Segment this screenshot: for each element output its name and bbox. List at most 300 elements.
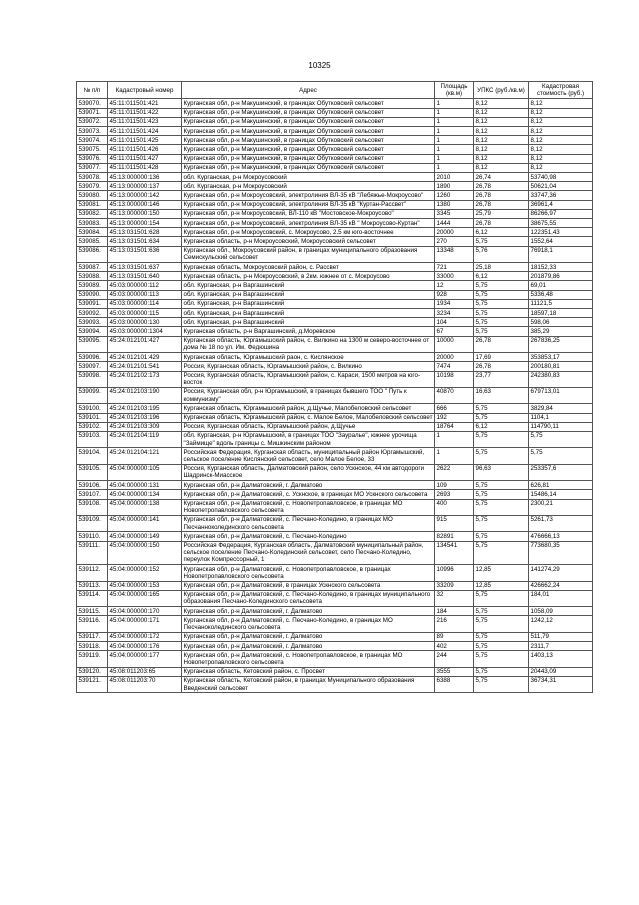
- cell-upks: 6,12: [474, 228, 529, 237]
- cell-upks: 8,12: [474, 154, 529, 163]
- cell-area: 104: [435, 318, 474, 327]
- cell-index: 539121.: [77, 676, 108, 692]
- table-body: [77, 99, 593, 693]
- cell-area: 1934: [435, 299, 474, 308]
- cell-address: обл. Курганская, р-н Варгашинский: [182, 290, 435, 299]
- cell-upks: 5,75: [474, 309, 529, 318]
- cell-index: 539120.: [77, 667, 108, 676]
- cell-index: 539106.: [77, 481, 108, 490]
- cell-index: 539078.: [77, 173, 108, 182]
- cell-index: 539095.: [77, 336, 108, 352]
- cell-cadastral-value: 5261,73: [529, 515, 593, 531]
- cell-index: 539109.: [77, 515, 108, 531]
- cell-area: 216: [435, 616, 474, 632]
- cell-cadastral-number: 45:08:011203:70: [108, 676, 182, 692]
- table-row: [77, 632, 593, 641]
- header-cadastral-value: Кадастровая стоимость (руб.): [529, 82, 593, 99]
- cell-address: Россия, Курганская область, Юргамышский район, с. Караси, 1500 метров на юго-восток: [182, 371, 435, 387]
- cell-area: 1: [435, 136, 474, 145]
- cell-index: 539102.: [77, 422, 108, 431]
- cell-cadastral-value: 2300,21: [529, 499, 593, 515]
- cell-address: Курганская область, Кетовский район, в границах Муниципального образования Введенский сельсовет: [182, 676, 435, 692]
- cell-upks: 8,12: [474, 127, 529, 136]
- cell-upks: 5,75: [474, 431, 529, 447]
- cell-cadastral-value: 8,12: [529, 99, 593, 108]
- cell-area: 270: [435, 237, 474, 246]
- cell-index: 539073.: [77, 127, 108, 136]
- table-row: [77, 371, 593, 387]
- cell-upks: 26,74: [474, 173, 529, 182]
- cell-index: 539082.: [77, 209, 108, 218]
- cell-upks: 5,75: [474, 632, 529, 641]
- table-row: [77, 541, 593, 565]
- cell-address: Россия, Курганская область, Юргамышский район, с. Вилкино: [182, 362, 435, 371]
- cell-cadastral-number: 45:13:000000:154: [108, 219, 182, 228]
- cell-index: 539107.: [77, 490, 108, 499]
- cell-address: обл. Курганская, р-н Мокроусовский: [182, 182, 435, 191]
- cell-cadastral-value: 38675,55: [529, 219, 593, 228]
- cell-cadastral-number: 45:11:011501:428: [108, 163, 182, 172]
- cell-cadastral-number: 45:04:000000:131: [108, 481, 182, 490]
- cell-area: 1444: [435, 219, 474, 228]
- cell-area: 20000: [435, 228, 474, 237]
- cell-upks: 6,12: [474, 272, 529, 281]
- cell-cadastral-value: 242380,83: [529, 371, 593, 387]
- cell-area: 33000: [435, 272, 474, 281]
- cell-index: 539104.: [77, 448, 108, 464]
- cell-cadastral-value: 8,12: [529, 145, 593, 154]
- cell-cadastral-number: 45:04:000000:134: [108, 490, 182, 499]
- cell-cadastral-value: 476666,13: [529, 532, 593, 541]
- header-cadastral-number: Кадастровый номер: [108, 82, 182, 99]
- cadastral-table: [76, 81, 593, 693]
- cell-area: 721: [435, 263, 474, 272]
- cell-cadastral-value: 200180,81: [529, 362, 593, 371]
- cell-address: Курганская область, Юргамышский район, с. Вилкино на 1300 м северо-восточнее от дома № 18 по ул. Им. Федюшина: [182, 336, 435, 352]
- cell-cadastral-value: 50621,04: [529, 182, 593, 191]
- cell-upks: 5,75: [474, 413, 529, 422]
- table-row: [77, 281, 593, 290]
- cell-cadastral-number: 45:13:000000:142: [108, 191, 182, 200]
- cell-address: Курганская обл, р-н Макушинский, в границах Обутковский сельсовет: [182, 136, 435, 145]
- cell-address: Курганская обл, р-н Макушинский, в границах Обутковский сельсовет: [182, 163, 435, 172]
- cell-cadastral-number: 45:11:011501:427: [108, 154, 182, 163]
- cell-cadastral-value: 1403,13: [529, 651, 593, 667]
- cell-cadastral-number: 45:13:000000:136: [108, 173, 182, 182]
- cell-upks: 5,75: [474, 404, 529, 413]
- table-row: [77, 431, 593, 447]
- cell-area: 244: [435, 651, 474, 667]
- cell-cadastral-value: 114790,11: [529, 422, 593, 431]
- cell-upks: 5,75: [474, 590, 529, 606]
- cell-cadastral-number: 45:03:000000:112: [108, 281, 182, 290]
- cell-cadastral-number: 45:24:012103:195: [108, 404, 182, 413]
- cell-index: 539074.: [77, 136, 108, 145]
- table-row: [77, 642, 593, 651]
- cell-cadastral-value: 8,12: [529, 163, 593, 172]
- cell-address: Курганская область, р-н Варгашинский, д.Моревское: [182, 327, 435, 336]
- cell-upks: 8,12: [474, 99, 529, 108]
- table-row: [77, 336, 593, 352]
- cell-address: Курганская обл, р-н Далматовский, с. Новопетропавловское, в границах Новопетропавловского сельсовета: [182, 565, 435, 581]
- cell-cadastral-value: 3829,84: [529, 404, 593, 413]
- cell-cadastral-value: 1104,1: [529, 413, 593, 422]
- cell-cadastral-number: 45:04:000000:176: [108, 642, 182, 651]
- cell-address: Курганская область, Юргамышский раон, с. Кислянское: [182, 353, 435, 362]
- cell-index: 539090.: [77, 290, 108, 299]
- cell-index: 539091.: [77, 299, 108, 308]
- cell-cadastral-number: 45:13:000000:137: [108, 182, 182, 191]
- table-row: [77, 616, 593, 632]
- cell-address: Курганская обл, р-н Далматовский, с. Песчано-Коледино: [182, 532, 435, 541]
- cell-upks: 5,75: [474, 448, 529, 464]
- cell-area: 666: [435, 404, 474, 413]
- header-upks: УПКС (руб./кв.м): [474, 82, 529, 99]
- cell-upks: 5,75: [474, 607, 529, 616]
- cell-area: 915: [435, 515, 474, 531]
- cell-area: 1260: [435, 191, 474, 200]
- cell-cadastral-value: 18152,33: [529, 263, 593, 272]
- cell-cadastral-value: 426662,24: [529, 581, 593, 590]
- table-row: [77, 515, 593, 531]
- cell-index: 539086.: [77, 246, 108, 262]
- cell-address: Курганская обл, р-н Далматовский, г. Далматово: [182, 642, 435, 651]
- cell-upks: 5,75: [474, 318, 529, 327]
- cell-upks: 5,75: [474, 541, 529, 565]
- cell-cadastral-number: 45:03:000000:1304: [108, 327, 182, 336]
- cell-index: 539085.: [77, 237, 108, 246]
- cell-index: 539070.: [77, 99, 108, 108]
- cell-cadastral-number: 45:13:000000:150: [108, 209, 182, 218]
- cell-upks: 5,75: [474, 616, 529, 632]
- cell-cadastral-value: 8,12: [529, 127, 593, 136]
- cell-cadastral-value: 11121,5: [529, 299, 593, 308]
- cell-cadastral-value: 8,12: [529, 136, 593, 145]
- cell-cadastral-value: 385,29: [529, 327, 593, 336]
- cell-cadastral-value: 141274,29: [529, 565, 593, 581]
- cell-index: 539076.: [77, 154, 108, 163]
- table-row: [77, 387, 593, 403]
- cell-index: 539119.: [77, 651, 108, 667]
- cell-index: 539097.: [77, 362, 108, 371]
- cell-cadastral-number: 45:11:011501:425: [108, 136, 182, 145]
- cell-address: Курганская обл, р-н Мокроусовский, электролиния ВЛ-35 кВ "Лебяжье-Мокроусово": [182, 191, 435, 200]
- table-row: [77, 117, 593, 126]
- cell-cadastral-number: 45:04:000000:165: [108, 590, 182, 606]
- cell-address: Курганская обл, р-н Далматовский, в границах Ускнского сельсовета: [182, 581, 435, 590]
- cell-cadastral-number: 45:03:000000:113: [108, 290, 182, 299]
- table-row: [77, 263, 593, 272]
- cell-upks: 8,12: [474, 108, 529, 117]
- cell-cadastral-number: 45:03:000000:114: [108, 299, 182, 308]
- cell-cadastral-number: 45:11:011501:426: [108, 145, 182, 154]
- table-row: [77, 290, 593, 299]
- cell-upks: 25,79: [474, 209, 529, 218]
- cell-index: 539071.: [77, 108, 108, 117]
- cell-address: обл. Курганская, р-н Мокроусовский: [182, 173, 435, 182]
- cell-area: 13348: [435, 246, 474, 262]
- cell-cadastral-value: 8,12: [529, 108, 593, 117]
- cell-address: обл. Курганская, р-н Варгашинский: [182, 281, 435, 290]
- cell-upks: 8,12: [474, 136, 529, 145]
- cell-upks: 26,78: [474, 336, 529, 352]
- cell-address: Курганская обл, р-н Далматовский, с. Новопетропавловское, в границах МО Новопетропавловского сельсовета: [182, 499, 435, 515]
- cell-cadastral-value: 1552,64: [529, 237, 593, 246]
- cell-cadastral-number: 45:03:000000:115: [108, 309, 182, 318]
- cell-upks: 6,12: [474, 422, 529, 431]
- cell-area: 10996: [435, 565, 474, 581]
- cell-cadastral-number: 45:24:012101:429: [108, 353, 182, 362]
- cell-address: Курганская обл, р-н Мокроусовский, с. Мокроусово, 2.5 км юго-восточнее: [182, 228, 435, 237]
- cell-index: 539118.: [77, 642, 108, 651]
- cell-upks: 26,78: [474, 182, 529, 191]
- cell-address: Курганская обл, р-н Далматовский, г. Далматово: [182, 607, 435, 616]
- header-index: № п/п: [77, 82, 108, 99]
- cell-cadastral-value: 36734,31: [529, 676, 593, 692]
- cell-address: обл. Курганская, р-н Варгашинский: [182, 318, 435, 327]
- table-row: [77, 191, 593, 200]
- cell-cadastral-value: 8,12: [529, 154, 593, 163]
- cell-cadastral-value: 18597,18: [529, 309, 593, 318]
- table-row: [77, 127, 593, 136]
- table-row: [77, 481, 593, 490]
- cell-cadastral-value: 5,75: [529, 431, 593, 447]
- cell-cadastral-number: 45:24:012103:196: [108, 413, 182, 422]
- cell-cadastral-number: 45:11:011501:421: [108, 99, 182, 108]
- cell-upks: 8,12: [474, 145, 529, 154]
- table-row: [77, 163, 593, 172]
- table-row: [77, 499, 593, 515]
- cell-cadastral-number: 45:24:012104:121: [108, 448, 182, 464]
- table-row: [77, 404, 593, 413]
- cell-upks: 5,75: [474, 676, 529, 692]
- cell-cadastral-number: 45:13:031501:637: [108, 263, 182, 272]
- page-number: 10325: [308, 61, 331, 70]
- header-area: Площадь (кв.м): [435, 82, 474, 99]
- cell-index: 539099.: [77, 387, 108, 403]
- table-row: [77, 182, 593, 191]
- table-row: [77, 490, 593, 499]
- cell-cadastral-number: 45:04:000000:150: [108, 541, 182, 565]
- table-row: [77, 422, 593, 431]
- cell-index: 539083.: [77, 219, 108, 228]
- cell-area: 10198: [435, 371, 474, 387]
- cell-area: 2622: [435, 464, 474, 480]
- table-row: [77, 246, 593, 262]
- cell-address: Курганская область, Мокроусовский район, с. Рассвет: [182, 263, 435, 272]
- cell-cadastral-value: 1242,12: [529, 616, 593, 632]
- table-row: [77, 309, 593, 318]
- cell-cadastral-value: 33747,36: [529, 191, 593, 200]
- cell-cadastral-value: 122351,43: [529, 228, 593, 237]
- cell-address: Курганская обл, р-н Макушинский, в границах Обутковский сельсовет: [182, 154, 435, 163]
- cell-index: 539075.: [77, 145, 108, 154]
- cell-upks: 5,75: [474, 667, 529, 676]
- cell-cadastral-value: 86266,97: [529, 209, 593, 218]
- cell-cadastral-number: 45:13:031501:636: [108, 246, 182, 262]
- table-row: [77, 607, 593, 616]
- cell-index: 539098.: [77, 371, 108, 387]
- cell-address: Курганская обл, р-н Далматовский, г. Далматово: [182, 481, 435, 490]
- cell-area: 192: [435, 413, 474, 422]
- cell-cadastral-value: 598,06: [529, 318, 593, 327]
- cell-index: 539088.: [77, 272, 108, 281]
- cell-address: Курганская обл, р-н Далматовский, с. Песчано-Коледино, в границах МО Песчаноколединского сельсовета: [182, 616, 435, 632]
- cell-area: 134541: [435, 541, 474, 565]
- cell-cadastral-number: 45:24:012101:427: [108, 336, 182, 352]
- cell-cadastral-number: 45:04:000000:170: [108, 607, 182, 616]
- cell-upks: 25,18: [474, 263, 529, 272]
- cell-cadastral-value: 201879,86: [529, 272, 593, 281]
- cell-index: 539110.: [77, 532, 108, 541]
- cell-upks: 23,77: [474, 371, 529, 387]
- cell-area: 1: [435, 431, 474, 447]
- table-row: [77, 173, 593, 182]
- cell-cadastral-number: 45:04:000000:171: [108, 616, 182, 632]
- cell-cadastral-number: 45:04:000000:138: [108, 499, 182, 515]
- cell-area: 3555: [435, 667, 474, 676]
- cell-cadastral-number: 45:04:000000:149: [108, 532, 182, 541]
- table-row: [77, 590, 593, 606]
- cell-address: Россия, Курганская область, Далматовский район, село Ускнское, 44 км автодороги Шадринск-Миасское: [182, 464, 435, 480]
- cell-address: Курганская обл, р-н Далматовский, с. Песчано-Коледино, в границах МО Песчанноколединского сельсовета: [182, 515, 435, 531]
- cell-address: Российская Федерация, Курганская область, Далматовский муниципальный район, сельское поселение Песчано-Колединский сельсовет, село Песчано-Коледино, переулок Компрессорный, 1: [182, 541, 435, 565]
- cell-upks: 26,78: [474, 191, 529, 200]
- cell-index: 539101.: [77, 413, 108, 422]
- cell-index: 539094.: [77, 327, 108, 336]
- cell-address: Курганская обл, р-н Далматовский, с. Ускнское, в границах МО Ускнского сельсовета: [182, 490, 435, 499]
- table-row: [77, 318, 593, 327]
- cell-cadastral-value: 5,75: [529, 448, 593, 464]
- cell-area: 1: [435, 145, 474, 154]
- cell-address: Российская Федерация, Курганская область, муниципальный район Юргамышский, сельское поселение Кислянский сельсовет, село Малое Белое, 33: [182, 448, 435, 464]
- cell-cadastral-number: 45:04:000000:177: [108, 651, 182, 667]
- cell-address: обл. Курганская, р-н Варгашинский: [182, 309, 435, 318]
- table-row: [77, 464, 593, 480]
- cell-area: 1: [435, 108, 474, 117]
- cell-address: Курганская обл, р-н Макушинский, в границах Обутковский сельсовет: [182, 145, 435, 154]
- table-header-row: [77, 82, 593, 99]
- cell-index: 539092.: [77, 309, 108, 318]
- cell-upks: 12,85: [474, 565, 529, 581]
- cell-address: Курганская обл, р-н Мокроусовский, электролиния ВЛ-35 кВ "Куртан-Рассвет": [182, 200, 435, 209]
- cell-index: 539096.: [77, 353, 108, 362]
- cell-cadastral-value: 2311,7: [529, 642, 593, 651]
- cell-upks: 5,75: [474, 490, 529, 499]
- cell-upks: 5,75: [474, 499, 529, 515]
- cell-area: 89: [435, 632, 474, 641]
- cell-cadastral-value: 773680,35: [529, 541, 593, 565]
- cell-upks: 8,12: [474, 163, 529, 172]
- cell-area: 67: [435, 327, 474, 336]
- cell-cadastral-number: 45:13:031501:634: [108, 237, 182, 246]
- cell-area: 3234: [435, 309, 474, 318]
- cell-cadastral-number: 45:04:000000:152: [108, 565, 182, 581]
- cell-area: 1: [435, 448, 474, 464]
- cell-index: 539112.: [77, 565, 108, 581]
- cell-address: Курганская обл, р-н Далматовский, с. Песчано-Коледино, в границах муниципального образования Песчано-Колединского сельсовета: [182, 590, 435, 606]
- cell-cadastral-number: 45:24:012103:190: [108, 387, 182, 403]
- table-row: [77, 228, 593, 237]
- cell-cadastral-number: 45:04:000000:153: [108, 581, 182, 590]
- cell-area: 1380: [435, 200, 474, 209]
- cell-address: обл. Курганская, р-н Варгашинский: [182, 299, 435, 308]
- cell-index: 539103.: [77, 431, 108, 447]
- cell-area: 1: [435, 127, 474, 136]
- header-address: Адрес: [182, 82, 435, 99]
- cell-index: 539115.: [77, 607, 108, 616]
- table-row: [77, 99, 593, 108]
- cell-address: Курганская область, Юргамышский район, с. Малое Белое, Малобеловский сельсовет: [182, 413, 435, 422]
- table-row: [77, 651, 593, 667]
- cell-cadastral-value: 20443,09: [529, 667, 593, 676]
- cell-cadastral-value: 53740,98: [529, 173, 593, 182]
- cell-cadastral-value: 36961,4: [529, 200, 593, 209]
- cell-upks: 5,75: [474, 327, 529, 336]
- cell-address: Курганская область, р-н Мокроусовский, в 2км. южнее от с. Мокроусово: [182, 272, 435, 281]
- table-row: [77, 200, 593, 209]
- cell-cadastral-value: 5336,48: [529, 290, 593, 299]
- cell-address: Курганская обл, р-н Далматовский, г. Далматово: [182, 632, 435, 641]
- cell-cadastral-value: 353853,17: [529, 353, 593, 362]
- table-row: [77, 676, 593, 692]
- cell-area: 2693: [435, 490, 474, 499]
- cell-area: 402: [435, 642, 474, 651]
- table-row: [77, 136, 593, 145]
- cell-index: 539079.: [77, 182, 108, 191]
- cell-area: 1: [435, 99, 474, 108]
- table-row: [77, 362, 593, 371]
- table-row: [77, 327, 593, 336]
- cell-cadastral-number: 45:11:011501:423: [108, 117, 182, 126]
- cell-index: 539077.: [77, 163, 108, 172]
- cell-area: 3345: [435, 209, 474, 218]
- cell-address: Курганская обл, р-н Далматовский, с. Новопетропавловское, в границах МО Новопетропавловского сельсовета: [182, 651, 435, 667]
- cell-index: 539100.: [77, 404, 108, 413]
- cell-cadastral-number: 45:13:031501:640: [108, 272, 182, 281]
- cell-address: Россия, Курганская область, Юргамышский район, д.Щучье: [182, 422, 435, 431]
- table-row: [77, 154, 593, 163]
- table-row: [77, 353, 593, 362]
- cell-cadastral-number: 45:04:000000:172: [108, 632, 182, 641]
- cell-upks: 26,78: [474, 362, 529, 371]
- cell-index: 539108.: [77, 499, 108, 515]
- cell-cadastral-number: 45:04:000000:141: [108, 515, 182, 531]
- cell-index: 539081.: [77, 200, 108, 209]
- cell-area: 12: [435, 281, 474, 290]
- cell-upks: 5,75: [474, 299, 529, 308]
- cell-address: Курганская обл, р-н Макушинский, в границах Обутковский сельсовет: [182, 99, 435, 108]
- table-row: [77, 413, 593, 422]
- cell-area: 20000: [435, 353, 474, 362]
- cell-cadastral-number: 45:13:031501:628: [108, 228, 182, 237]
- cell-index: 539087.: [77, 263, 108, 272]
- cell-cadastral-value: 511,79: [529, 632, 593, 641]
- cell-cadastral-value: 8,12: [529, 117, 593, 126]
- cell-area: 82891: [435, 532, 474, 541]
- table-row: [77, 237, 593, 246]
- cell-cadastral-number: 45:24:012102:173: [108, 371, 182, 387]
- cell-cadastral-value: 76918,1: [529, 246, 593, 262]
- cell-index: 539113.: [77, 581, 108, 590]
- cell-area: 1: [435, 163, 474, 172]
- cell-cadastral-number: 45:04:000000:105: [108, 464, 182, 480]
- cell-area: 18764: [435, 422, 474, 431]
- cell-address: Курганская обл, р-н Макушинский, в границах Обутковский сельсовет: [182, 127, 435, 136]
- cell-cadastral-number: 45:13:000000:146: [108, 200, 182, 209]
- cell-cadastral-value: 679713,01: [529, 387, 593, 403]
- cell-cadastral-number: 45:11:011501:424: [108, 127, 182, 136]
